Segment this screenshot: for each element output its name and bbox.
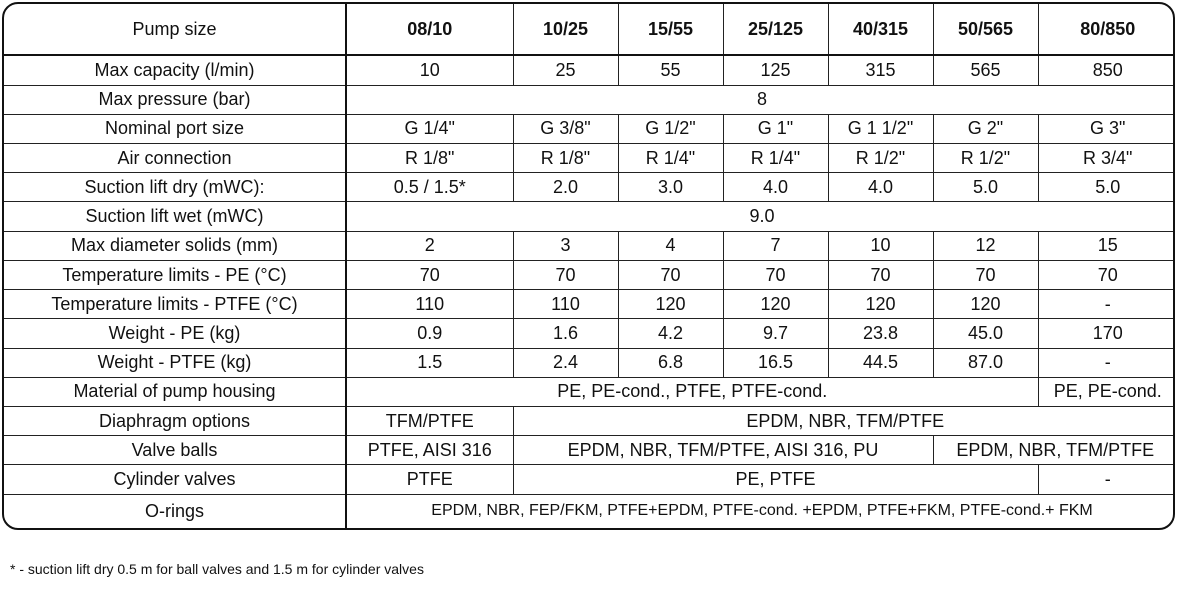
row-label: Valve balls [4,436,346,465]
table-cell: 850 [1038,55,1175,85]
table-cell: - [1038,290,1175,319]
table-row [4,465,1175,494]
table-cell: - [1038,348,1175,377]
row-label: Diaphragm options [4,407,346,436]
table-cell: G 1/4" [346,114,513,143]
table-row [4,144,1175,173]
row-label: Material of pump housing [4,377,346,406]
row-label: Suction lift wet (mWC) [4,202,346,231]
header-size: 15/55 [618,4,723,55]
table-cell: R 1/4" [618,144,723,173]
table-cell: 1.6 [513,319,618,348]
table-cell: EPDM, NBR, FEP/FKM, PTFE+EPDM, PTFE-cond. +EPDM, PTFE+FKM, PTFE-cond.+ FKM [346,494,1175,528]
table-cell: 8 [346,85,1175,114]
row-label: Cylinder valves [4,465,346,494]
table-cell: 70 [618,260,723,289]
table-cell: 70 [723,260,828,289]
footnote: * - suction lift dry 0.5 m for ball valves and 1.5 m for cylinder valves [10,561,424,577]
table-row [4,231,1175,260]
table-cell: 125 [723,55,828,85]
table-row [4,436,1175,465]
row-label: Temperature limits - PTFE (°C) [4,290,346,319]
table-row [4,85,1175,114]
row-label: Air connection [4,144,346,173]
table-row [4,55,1175,85]
pump-spec-table [4,4,1175,528]
table-cell: R 1/8" [513,144,618,173]
table-cell: 70 [346,260,513,289]
table-cell: 5.0 [1038,173,1175,202]
row-label: Nominal port size [4,114,346,143]
table-row [4,260,1175,289]
row-label: Max pressure (bar) [4,85,346,114]
table-cell: PE, PTFE [513,465,1038,494]
table-cell: 0.9 [346,319,513,348]
table-cell: - [1038,465,1175,494]
table-cell: G 1/2" [618,114,723,143]
row-label: O-rings [4,494,346,528]
table-cell: 4 [618,231,723,260]
table-cell: 2 [346,231,513,260]
table-cell: 565 [933,55,1038,85]
table-row [4,377,1175,406]
table-row [4,114,1175,143]
row-label: Suction lift dry (mWC): [4,173,346,202]
table-header-row [4,4,1175,55]
table-cell: R 1/4" [723,144,828,173]
table-cell: 4.0 [723,173,828,202]
table-cell: 0.5 / 1.5* [346,173,513,202]
table-cell: 12 [933,231,1038,260]
table-cell: 4.2 [618,319,723,348]
table-cell: TFM/PTFE [346,407,513,436]
table-cell: G 2" [933,114,1038,143]
table-row [4,348,1175,377]
table-cell: 2.4 [513,348,618,377]
table-cell: R 1/8" [346,144,513,173]
table-cell: 5.0 [933,173,1038,202]
table-row [4,407,1175,436]
table-row [4,290,1175,319]
table-cell: PTFE, AISI 316 [346,436,513,465]
table-cell: 10 [346,55,513,85]
table-cell: 70 [1038,260,1175,289]
table-cell: 16.5 [723,348,828,377]
table-cell: 23.8 [828,319,933,348]
table-cell: 4.0 [828,173,933,202]
table-cell: 315 [828,55,933,85]
table-cell: R 1/2" [933,144,1038,173]
table-cell: 87.0 [933,348,1038,377]
table-cell: EPDM, NBR, TFM/PTFE [513,407,1175,436]
row-label: Max diameter solids (mm) [4,231,346,260]
table-cell: R 1/2" [828,144,933,173]
table-cell: 44.5 [828,348,933,377]
header-size: 08/10 [346,4,513,55]
header-label: Pump size [4,4,346,55]
table-cell: PE, PE-cond. [1038,377,1175,406]
table-cell: 110 [513,290,618,319]
table-cell: 1.5 [346,348,513,377]
table-cell: 3 [513,231,618,260]
table-cell: 120 [723,290,828,319]
table-cell: 45.0 [933,319,1038,348]
table-cell: G 1 1/2" [828,114,933,143]
row-label: Weight - PTFE (kg) [4,348,346,377]
table-cell: G 3/8" [513,114,618,143]
table-cell: 120 [828,290,933,319]
table-cell: G 1" [723,114,828,143]
table-cell: G 3" [1038,114,1175,143]
table-row [4,319,1175,348]
row-label: Temperature limits - PE (°C) [4,260,346,289]
table-cell: 7 [723,231,828,260]
table-cell: 3.0 [618,173,723,202]
row-label: Weight - PE (kg) [4,319,346,348]
row-label: Max capacity (l/min) [4,55,346,85]
table-cell: 6.8 [618,348,723,377]
table-cell: 25 [513,55,618,85]
header-size: 40/315 [828,4,933,55]
table-cell: 9.7 [723,319,828,348]
table-row [4,494,1175,528]
table-cell: 170 [1038,319,1175,348]
table-cell: 9.0 [346,202,1175,231]
table-cell: 70 [828,260,933,289]
table-cell: 120 [933,290,1038,319]
table-cell: 70 [513,260,618,289]
table-cell: 55 [618,55,723,85]
header-size: 25/125 [723,4,828,55]
table-cell: R 3/4" [1038,144,1175,173]
table-cell: EPDM, NBR, TFM/PTFE [933,436,1175,465]
table-row [4,173,1175,202]
table-cell: EPDM, NBR, TFM/PTFE, AISI 316, PU [513,436,933,465]
table-cell: 15 [1038,231,1175,260]
header-size: 10/25 [513,4,618,55]
table-cell: 10 [828,231,933,260]
table-cell: 120 [618,290,723,319]
table-cell: PE, PE-cond., PTFE, PTFE-cond. [346,377,1038,406]
table-cell: 70 [933,260,1038,289]
table-row [4,202,1175,231]
header-size: 80/850 [1038,4,1175,55]
table-cell: 110 [346,290,513,319]
table-cell: PTFE [346,465,513,494]
table-cell: 2.0 [513,173,618,202]
header-size: 50/565 [933,4,1038,55]
spec-table-frame [2,2,1175,530]
